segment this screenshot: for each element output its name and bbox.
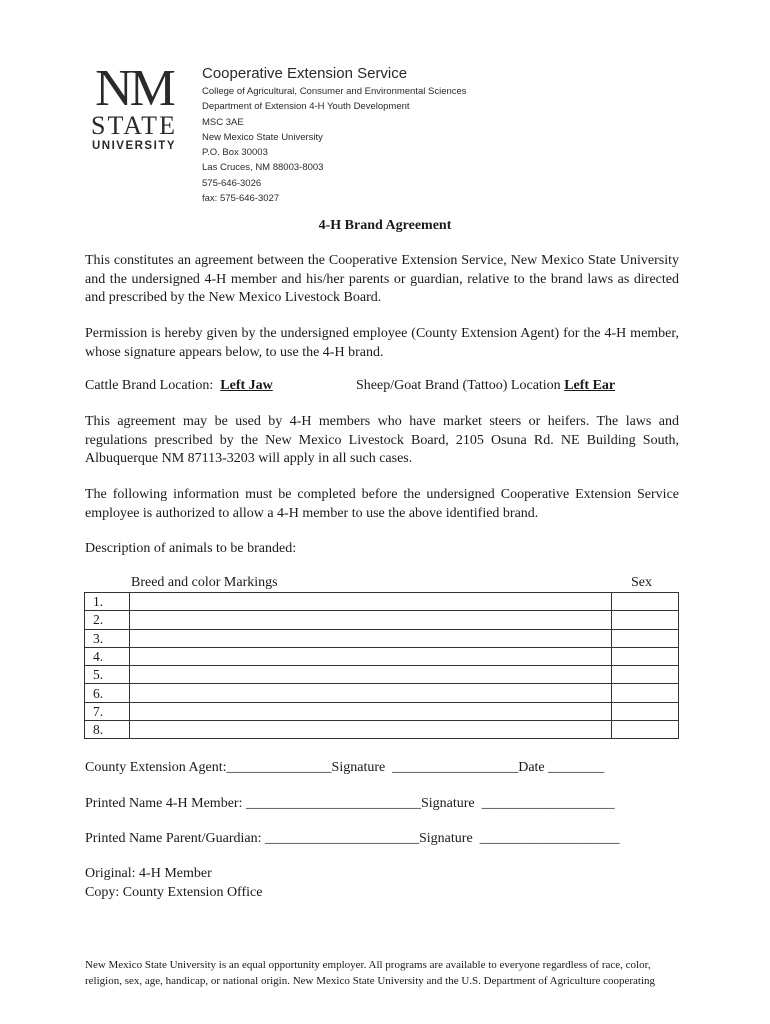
logo-nm: NM <box>95 60 173 117</box>
sex-cell[interactable] <box>612 629 679 647</box>
breed-cell[interactable] <box>130 666 612 684</box>
table-row <box>85 611 679 629</box>
permission-paragraph: Permission is hereby given by the undersigned employee (County Extension Agent) for the 4-H member, whose signature appears below, to use the 4-H brand. <box>85 326 679 360</box>
animals-table <box>84 592 679 739</box>
sex-cell[interactable] <box>612 666 679 684</box>
letterhead-line: 575-646-3026 <box>202 177 262 189</box>
footer-disclaimer: New Mexico State University is an equal opportunity employer. All programs are available to everyone regardless of race, color, religion, sex, age, handicap, or national origin. New Mexico State University and the U.S. Department of Agriculture cooperating <box>85 959 656 987</box>
row-number: 5. <box>85 666 130 684</box>
sex-cell[interactable] <box>612 702 679 720</box>
row-number: 1. <box>85 593 130 611</box>
table-row <box>85 684 679 702</box>
logo-university: UNIVERSITY <box>91 140 176 152</box>
cattle-brand-value: Left Jaw <box>220 378 273 393</box>
description-label: Description of animals to be branded: <box>85 541 297 556</box>
row-number: 4. <box>85 647 130 665</box>
letterhead-line: Department of Extension 4-H Youth Development <box>202 101 410 113</box>
table-row <box>85 666 679 684</box>
info-paragraph: The following information must be completed before the undersigned Cooperative Extension Service employee is authorized to allow a 4-H member to use the above identified brand. <box>85 487 679 521</box>
original-copy-note: Original: 4-H Member <box>85 866 212 881</box>
cattle-brand-label: Cattle Brand Location: <box>85 378 214 393</box>
sex-cell[interactable] <box>612 611 679 629</box>
sex-column-header: Sex <box>631 575 652 590</box>
sex-cell[interactable] <box>612 593 679 611</box>
table-row <box>85 702 679 720</box>
nmsu-logo <box>88 60 180 152</box>
sex-cell[interactable] <box>612 684 679 702</box>
agreement-paragraph: This constitutes an agreement between the Cooperative Extension Service, New Mexico State University and the undersigned 4-H member and his/her parents or guardian, relative to the brand laws as directed and prescribed by the New Mexico Livestock Board. <box>85 253 679 305</box>
sheep-brand-location <box>356 378 615 394</box>
row-number: 2. <box>85 611 130 629</box>
letterhead-org: Cooperative Extension Service <box>202 65 408 82</box>
row-number: 7. <box>85 702 130 720</box>
row-number: 6. <box>85 684 130 702</box>
breed-cell[interactable] <box>130 647 612 665</box>
row-number: 8. <box>85 721 130 739</box>
letterhead-line: P.O. Box 30003 <box>202 147 268 159</box>
row-number: 3. <box>85 629 130 647</box>
table-row <box>85 647 679 665</box>
member-signature-line[interactable]: Printed Name 4-H Member: _________________________Signature ___________________ <box>85 796 615 811</box>
table-row <box>85 629 679 647</box>
letterhead-line: MSC 3AE <box>202 116 244 128</box>
laws-paragraph: This agreement may be used by 4-H members who have market steers or heifers. The laws and regulations prescribed by the New Mexico Livestock Board, 2105 Osuna Rd. NE Building South, Albuquerque NM 87113-3203 will apply in all such cases. <box>85 414 679 466</box>
logo-state: STATE <box>91 111 177 140</box>
table-row <box>85 721 679 739</box>
letterhead-line: Las Cruces, NM 88003-8003 <box>202 162 324 174</box>
letterhead-line: fax: 575-646-3027 <box>202 193 280 205</box>
breed-cell[interactable] <box>130 702 612 720</box>
sex-cell[interactable] <box>612 647 679 665</box>
letterhead-line: College of Agricultural, Consumer and Environmental Sciences <box>202 86 467 97</box>
breed-cell[interactable] <box>130 684 612 702</box>
breed-column-header: Breed and color Markings <box>131 575 278 590</box>
breed-cell[interactable] <box>130 721 612 739</box>
sheep-brand-value: Left Ear <box>564 378 616 393</box>
breed-cell[interactable] <box>130 593 612 611</box>
sheep-brand-label: Sheep/Goat Brand (Tattoo) Location <box>356 378 561 393</box>
letterhead-line: New Mexico State University <box>202 131 323 143</box>
sex-cell[interactable] <box>612 721 679 739</box>
cattle-brand-location <box>85 378 273 394</box>
document-title: 4-H Brand Agreement <box>318 218 452 233</box>
agent-signature-line[interactable]: County Extension Agent:_______________Signature __________________Date ________ <box>85 760 605 775</box>
letterhead <box>202 64 467 206</box>
breed-cell[interactable] <box>130 611 612 629</box>
parent-signature-line[interactable]: Printed Name Parent/Guardian: ______________________Signature ____________________ <box>85 831 620 846</box>
table-row <box>85 593 679 611</box>
county-copy-note: Copy: County Extension Office <box>85 885 263 900</box>
breed-cell[interactable] <box>130 629 612 647</box>
